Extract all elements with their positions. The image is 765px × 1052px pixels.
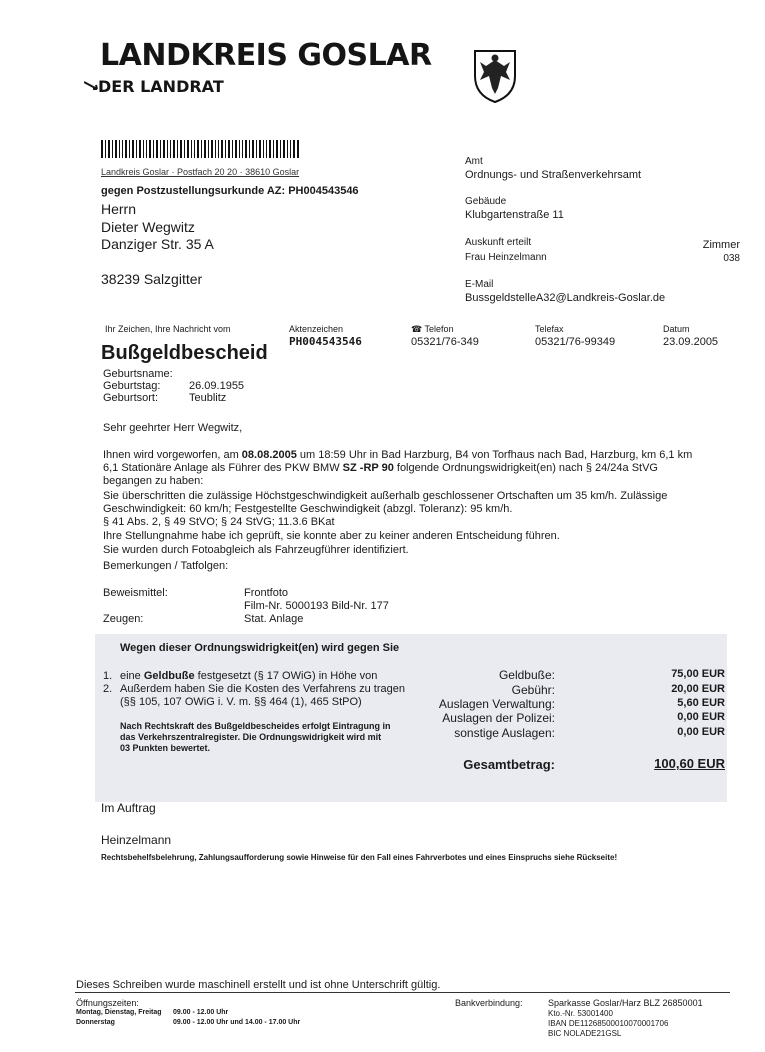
room-value: 038 [723,253,740,264]
witness-label: Zeugen: [103,613,144,625]
bank-line-4: BIC NOLADE21GSL [548,1029,622,1038]
amt-value: Ordnungs- und Straßenverkehrsamt [465,169,642,181]
hours-days-2: Donnerstag [76,1019,115,1026]
bank-line-2: Kto.-Nr. 53001400 [548,1009,613,1018]
email-label: E-Mail [465,279,494,290]
building-label: Gebäude [465,196,507,207]
phone-value: 05321/76-349 [411,336,479,348]
machine-note: Dieses Schreiben wurde maschinell erstellt und ist ohne Unterschrift gültig. [76,979,441,991]
bank-label: Bankverbindung: [455,998,523,1008]
cost-label-admin: Auslagen Verwaltung: [438,697,555,711]
cost-value-police: 0,00 EUR [677,711,725,723]
cost-label-police: Auslagen der Polizei: [442,711,555,725]
legal-note: Rechtsbehelfsbelehrung, Zahlungsaufforderung sowie Hinweise für den Fall eines Fahrverbotes und eines Einspruchs siehe Rückseite! [101,853,618,862]
info-label: Auskunft erteilt [465,237,532,248]
fax-value: 05321/76-99349 [535,336,616,348]
birthday-value: 26.09.1955 [189,380,245,392]
amt-label: Amt [465,156,483,167]
evidence-line-2: Film-Nr. 5000193 Bild-Nr. 177 [244,600,389,612]
greeting: Sehr geehrter Herr Wegwitz, [103,422,243,434]
registry-note-1: Nach Rechtskraft des Bußgeldbescheides erfolgt Eintragung in [120,721,391,731]
offense-line-5: Sie wurden durch Fotoabgleich als Fahrzeugführer identifiziert. [103,544,409,556]
item2-line-2: (§§ 105, 107 OWiG i. V. m. §§ 464 (1), 465 StPO) [120,696,362,708]
file-label: Aktenzeichen [289,324,344,334]
order-note: Im Auftrag [101,801,156,815]
evidence-label: Beweismittel: [103,587,168,599]
barcode [101,140,301,158]
cost-value-fee: 20,00 EUR [671,683,725,695]
recipient-salutation: Herrn [101,201,137,217]
witness-value: Stat. Anlage [244,613,304,625]
birthname-label: Geburtsname: [103,368,173,380]
charge-line-2: 6,1 Stationäre Anlage als Führer des PKW BMW SZ -RP 90 folgende Ordnungswidrigkeit(en) nach § 24/24a StVG [103,462,658,474]
info-value: Frau Heinzelmann [465,252,547,263]
bank-line-3: IBAN DE11268500010070001706 [548,1019,669,1028]
cost-label-other: sonstige Auslagen: [454,726,555,740]
offense-line-4: Ihre Stellungnahme habe ich geprüft, sie konnte aber zu keiner anderen Entscheidung führen. [103,530,560,542]
birthplace-label: Geburtsort: [103,392,159,404]
fine-heading: Wegen dieser Ordnungswidrigkeit(en) wird gegen Sie [120,642,400,654]
signer-name: Heinzelmann [101,833,172,847]
cost-value-fine: 75,00 EUR [671,668,725,680]
hours-label: Öffnungszeiten: [76,998,139,1008]
charge-line-3: begangen zu haben: [103,475,204,487]
item2-line-1: Außerdem haben Sie die Kosten des Verfahrens zu tragen [120,683,405,695]
coat-of-arms-icon [472,48,518,104]
registry-note-2: das Verkehrszentralregister. Die Ordnungswidrigkeit wird mit [120,732,382,742]
hours-days-1: Montag, Dienstag, Freitag [76,1009,162,1016]
return-address: Landkreis Goslar · Postfach 20 20 · 38610 Goslar [101,167,300,177]
org-suborg: DER LANDRAT [98,77,224,96]
offense-line-2: Geschwindigkeit: 60 km/h; Festgestellte Geschwindigkeit (abzgl. Toleranz): 95 km/h. [103,503,513,515]
birthplace-value: Teublitz [189,392,227,404]
bank-line-1: Sparkasse Goslar/Harz BLZ 26850001 [548,998,703,1008]
item1-number: 1. [103,670,113,682]
license-plate: SZ -RP 90 [342,462,394,474]
offense-line-3: § 41 Abs. 2, § 49 StVO; § 24 StVG; 11.3.6 BKat [103,516,335,528]
registry-note-3: 03 Punkten bewertet. [120,743,211,753]
recipient-name: Dieter Wegwitz [101,219,195,235]
phone-label: ☎ Telefon [411,324,454,334]
delivery-note: gegen Postzustellungsurkunde AZ: PH004543546 [101,185,359,197]
total-label: Gesamtbetrag: [463,757,555,772]
item2-number: 2. [103,683,113,695]
recipient-street: Danziger Str. 35 A [101,236,214,252]
charge-line-1: Ihnen wird vorgeworfen, am 08.08.2005 um 18:59 Uhr in Bad Harzburg, B4 von Torfhaus nach Bad, Harzburg, km 6,1 km [103,449,693,461]
fax-label: Telefax [535,324,564,334]
document-title: Bußgeldbescheid [101,342,268,364]
your-ref-label: Ihr Zeichen, Ihre Nachricht vom [105,324,231,334]
cost-value-other: 0,00 EUR [677,726,725,738]
birthday-label: Geburtstag: [103,380,161,392]
total-value: 100,60 EUR [654,756,725,771]
file-value: PH004543546 [289,335,362,348]
offense-line-1: Sie überschritten die zulässige Höchstgeschwindigkeit außerhalb geschlossener Ortschaften um 35 km/h. Zulässige [103,490,668,502]
offense-date: 08.08.2005 [241,449,297,461]
cost-label-fine: Geldbuße: [498,668,555,682]
date-value: 23.09.2005 [663,336,719,348]
date-label: Datum [663,324,690,334]
evidence-line-1: Frontfoto [244,587,289,599]
hours-time-1: 09.00 - 12.00 Uhr [173,1009,229,1016]
hours-time-2: 09.00 - 12.00 Uhr und 14.00 - 17.00 Uhr [173,1019,301,1026]
org-logo-text: LANDKREIS GOSLAR [100,38,432,73]
arrow-icon [84,80,98,92]
recipient-city: 38239 Salzgitter [101,271,203,287]
email-value[interactable]: BussgeldstelleA32@Landkreis-Goslar.de [465,292,666,304]
item1-text: eine Geldbuße festgesetzt (§ 17 OWiG) in Höhe von [120,670,378,682]
building-value: Klubgartenstraße 11 [465,209,564,221]
room-label: Zimmer [702,239,740,251]
cost-label-fee: Gebühr: [511,683,555,697]
remarks-label: Bemerkungen / Tatfolgen: [103,560,229,572]
cost-value-admin: 5,60 EUR [677,697,725,709]
footer-divider [75,992,730,993]
